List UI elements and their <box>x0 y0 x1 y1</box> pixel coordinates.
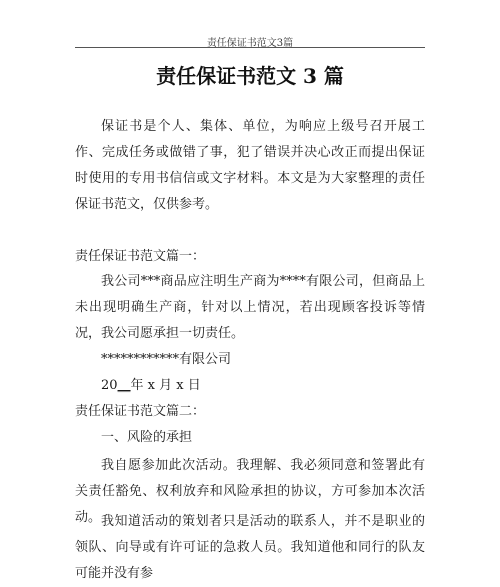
date-year-prefix: 20 <box>101 378 118 393</box>
sample1-body: 我公司***商品应注明生产商为****有限公司，但商品上未出现明确生产商，针对以上情况，若出现顾客投诉等情况，我公司愿承担一切责任。 <box>75 274 425 341</box>
sample2-paragraph-2: 我知道活动的策划者只是活动的联系人，并不是职业的领队、向导或有许可证的急救人员。我知道他和同行的队友可能并没有参 <box>75 514 425 581</box>
sample1-date <box>75 374 425 398</box>
intro-paragraph: 保证书是个人、集体、单位，为响应上级号召开展工作、完成任务或做错了事，犯了错误并决心改正而提出保证时使用的专用书信信或文字材料。本文是为大家整理的责任保证书范文，仅供参考。 <box>75 119 425 212</box>
sample2-paragraph-1: 我自愿参加此次活动。我理解、我必须同意和签署此有关责任豁免、权利放弃和风险承担的协议，方可参加本次活动。 <box>75 458 425 525</box>
sample1-heading: 责任保证书范文篇一： <box>75 249 206 264</box>
sample2-section-title: 一、风险的承担 <box>101 430 193 445</box>
header-divider <box>75 47 425 48</box>
document-title: 责任保证书范文 3 篇 <box>156 64 344 88</box>
sample2-heading: 责任保证书范文篇二： <box>75 404 206 419</box>
date-year-blank: __ <box>117 378 131 393</box>
date-month-day: 年 x 月 x 日 <box>130 378 201 393</box>
sample1-signature: ************有限公司 <box>101 352 232 367</box>
page-header: 责任保证书范文3篇 <box>206 38 294 49</box>
